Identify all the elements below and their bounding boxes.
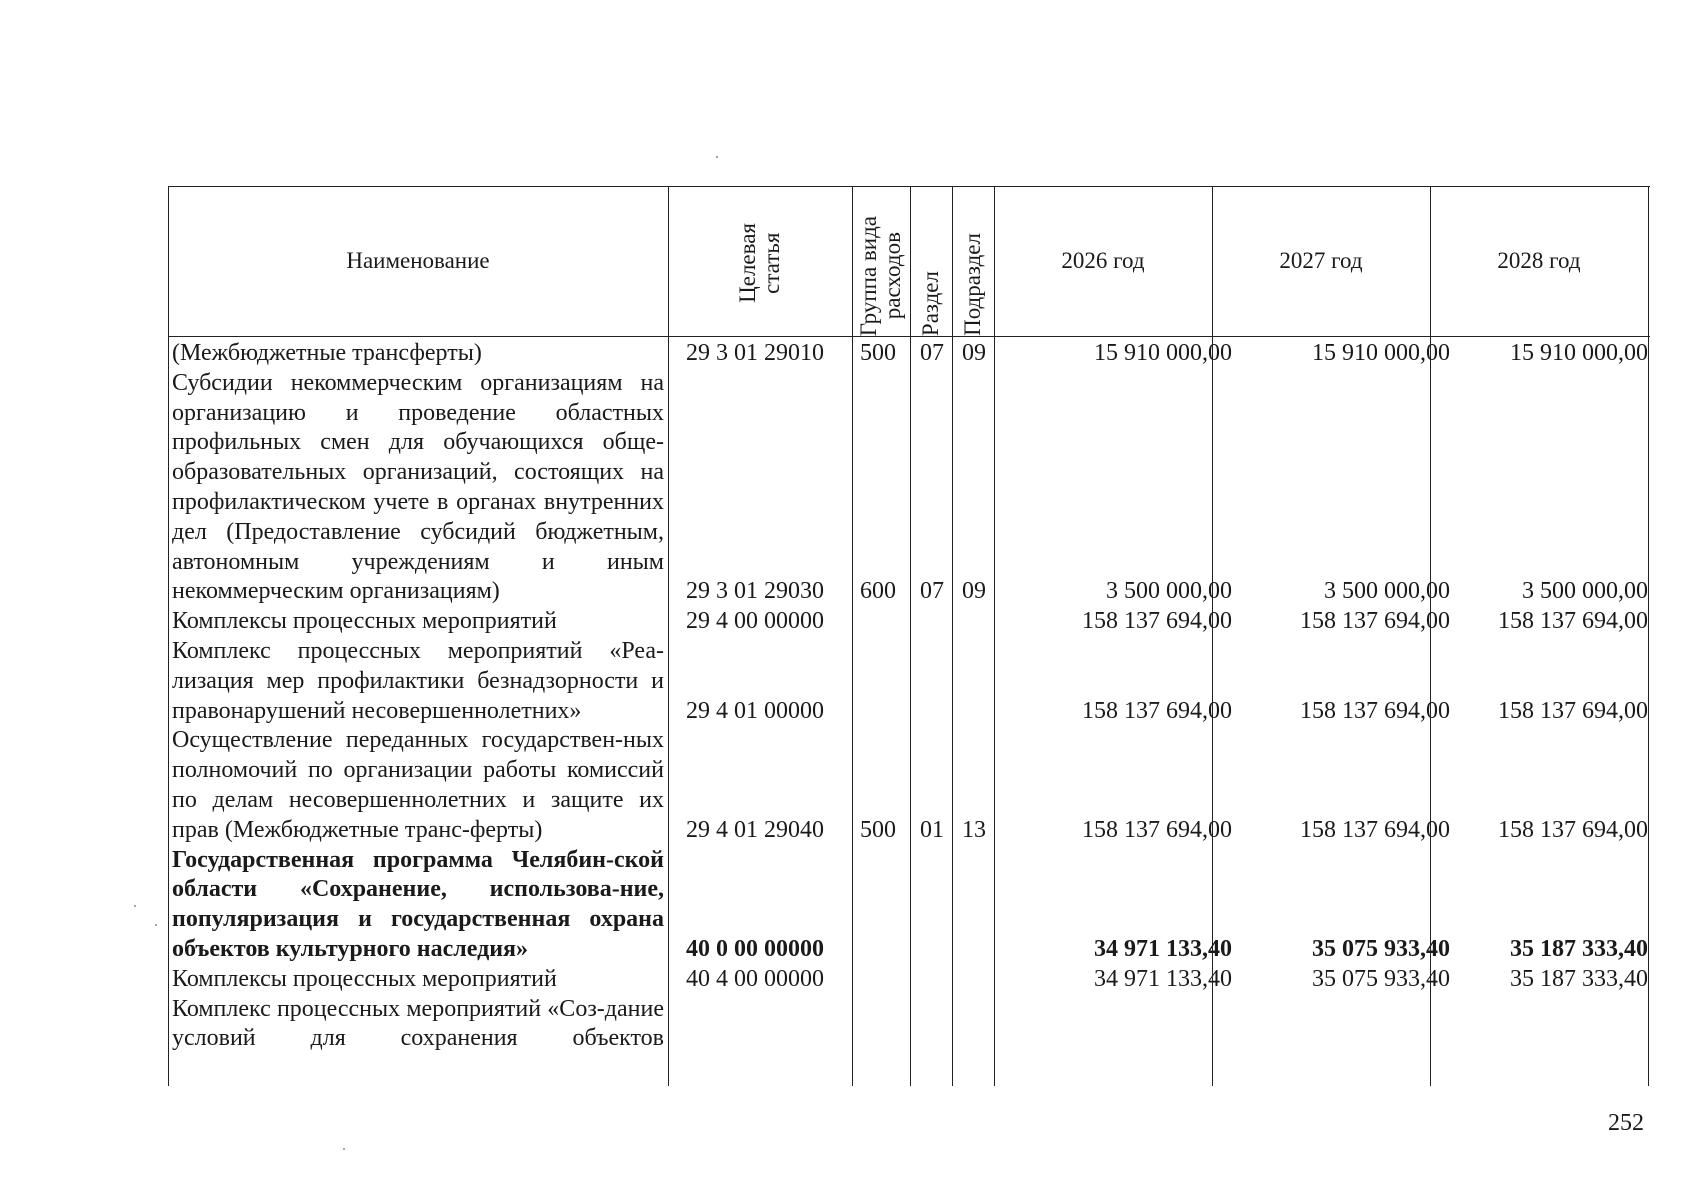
row-name: Комплекс процессных мероприятий «Соз-дание условий для сохранения объектов xyxy=(172,995,664,1052)
row-amount-2028: 15 910 000,00 xyxy=(1510,340,1648,366)
header-section: Раздел xyxy=(918,270,943,336)
row-amount-2026: 158 137 694,00 xyxy=(1082,697,1232,724)
row-amount-2027: 35 075 933,40 xyxy=(1312,965,1450,992)
row-amount-2028: 3 500 000,00 xyxy=(1522,578,1648,605)
table-row xyxy=(168,995,1652,1055)
row-amount-2027: 158 137 694,00 xyxy=(1300,608,1450,635)
row-name: Субсидии некоммерческим организациям на организацию и проведение областных профильных смен для обучающихся обще-образовательных организаций, состоящих на профилактическом учете в органах внутренних дел (Предоставление субсидий бюджетным, автономным учреждениям и иным некоммерческим организациям) xyxy=(172,369,664,605)
scan-speck xyxy=(716,156,718,158)
row-amount-2027: 35 075 933,40 xyxy=(1312,935,1450,962)
row-name: Государственная программа Челябин-ской области «Сохранение, использова-ние, популяризация и государственная охрана объектов культурного наследия» xyxy=(172,846,664,962)
table-row xyxy=(168,369,1652,607)
row-target-code: 40 4 00 00000 xyxy=(686,965,824,992)
row-amount-2027: 158 137 694,00 xyxy=(1300,697,1450,724)
scan-speck xyxy=(343,1148,345,1150)
table-row-program xyxy=(168,846,1652,965)
row-target-code: 29 4 01 00000 xyxy=(686,697,824,724)
row-amount-2027: 158 137 694,00 xyxy=(1300,816,1450,843)
table-row xyxy=(168,339,1652,369)
table-row xyxy=(168,607,1652,637)
table-body xyxy=(168,339,1652,1054)
row-name: Комплексы процессных мероприятий xyxy=(172,965,557,992)
row-group: 600 xyxy=(860,578,896,605)
header-subsection: Подраздел xyxy=(960,233,985,336)
header-name: Наименование xyxy=(346,248,490,273)
row-amount-2028: 158 137 694,00 xyxy=(1498,816,1648,843)
header-group: Группа вида расходов xyxy=(856,215,905,336)
row-name: Комплекс процессных мероприятий «Реа-лизация мер профилактики безнадзорности и правонарушений несовершеннолетних» xyxy=(172,637,664,724)
row-section: 07 xyxy=(920,340,944,366)
scan-speck xyxy=(155,924,157,926)
row-group: 500 xyxy=(860,340,896,366)
row-target-code: 29 4 01 29040 xyxy=(686,816,824,843)
table-row xyxy=(168,965,1652,995)
scan-speck xyxy=(134,905,136,907)
row-amount-2026: 34 971 133,40 xyxy=(1094,965,1232,992)
row-amount-2028: 158 137 694,00 xyxy=(1498,608,1648,635)
page-number: 252 xyxy=(1608,1110,1644,1136)
row-amount-2026: 158 137 694,00 xyxy=(1082,816,1232,843)
row-name: Осуществление переданных государствен-ных полномочий по организации работы комиссий по делам несовершеннолетних и защите их прав (Межбюджетные транс-ферты) xyxy=(172,727,664,843)
header-divider xyxy=(168,336,1650,337)
row-name: Комплексы процессных мероприятий xyxy=(172,608,557,635)
header-2027: 2027 год xyxy=(1279,248,1363,273)
table-row xyxy=(168,726,1652,845)
row-amount-2027: 15 910 000,00 xyxy=(1312,340,1450,366)
header-target: Целевая статья xyxy=(735,223,784,303)
row-amount-2026: 34 971 133,40 xyxy=(1094,935,1232,962)
row-target-code: 29 3 01 29010 xyxy=(686,340,824,366)
row-subsection: 09 xyxy=(962,578,986,605)
row-amount-2026: 3 500 000,00 xyxy=(1106,578,1232,605)
row-target-code: 29 4 00 00000 xyxy=(686,608,824,635)
header-2028: 2028 год xyxy=(1497,248,1581,273)
row-subsection: 13 xyxy=(962,816,986,843)
row-subsection: 09 xyxy=(962,340,986,366)
row-amount-2026: 158 137 694,00 xyxy=(1082,608,1232,635)
row-name: (Межбюджетные трансферты) xyxy=(172,340,482,366)
budget-table xyxy=(168,186,1652,1086)
row-target-code: 40 0 00 00000 xyxy=(686,935,824,962)
row-amount-2028: 35 187 333,40 xyxy=(1510,965,1648,992)
row-target-code: 29 3 01 29030 xyxy=(686,578,824,605)
row-amount-2027: 3 500 000,00 xyxy=(1324,578,1450,605)
row-amount-2028: 158 137 694,00 xyxy=(1498,697,1648,724)
row-section: 01 xyxy=(920,816,944,843)
row-group: 500 xyxy=(860,816,896,843)
header-2026: 2026 год xyxy=(1061,248,1145,273)
table-row xyxy=(168,637,1652,726)
row-amount-2026: 15 910 000,00 xyxy=(1094,340,1232,366)
row-section: 07 xyxy=(920,578,944,605)
row-amount-2028: 35 187 333,40 xyxy=(1510,935,1648,962)
